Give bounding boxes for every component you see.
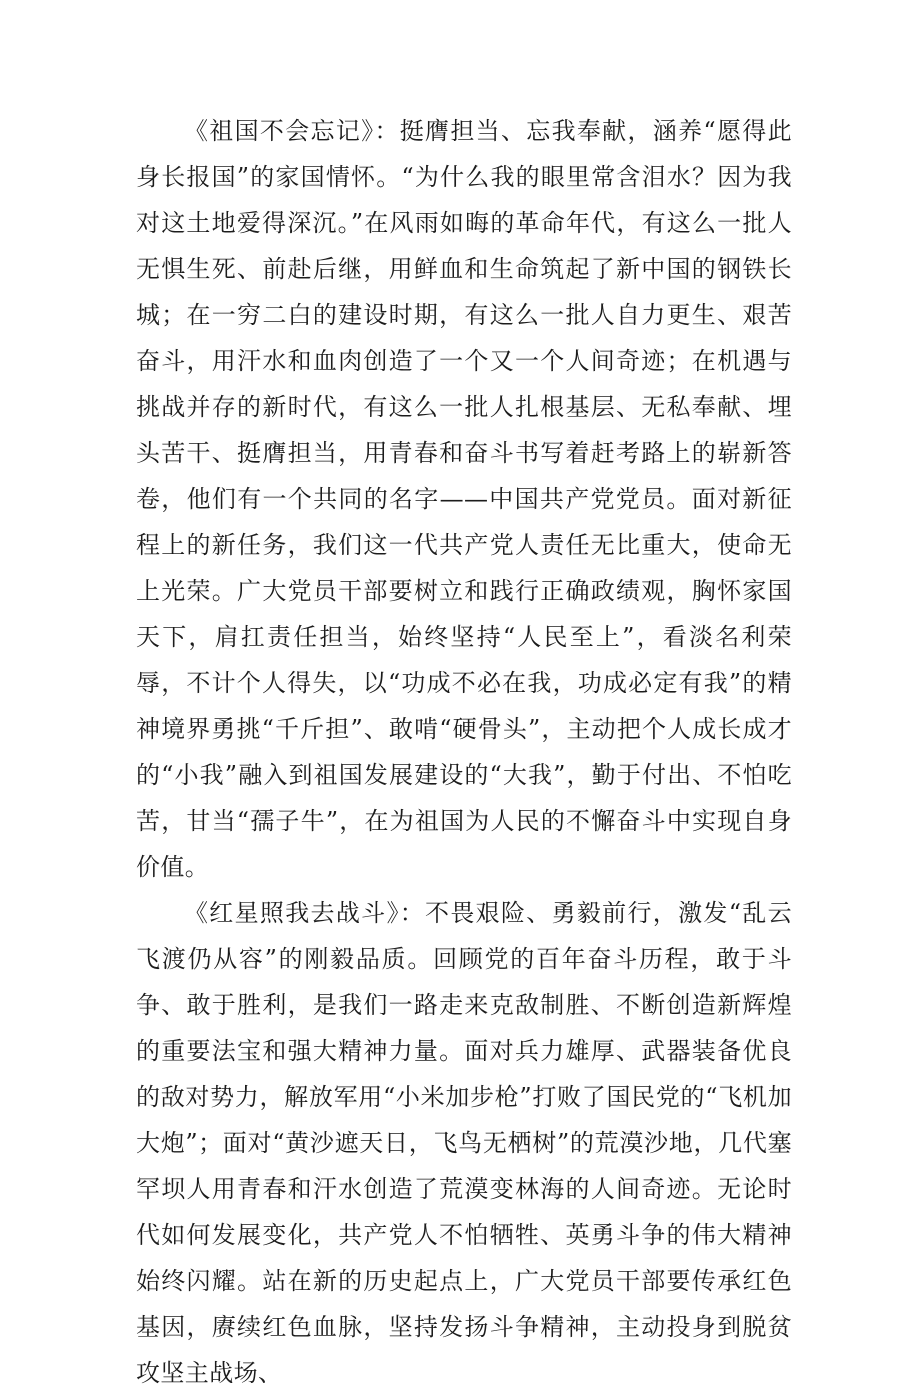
paragraph-zuguo-bu-hui-wangji: 《祖国不会忘记》：挺膺担当、忘我奉献，涵养“愿得此身长报国”的家国情怀。“为什么我的眼里常含泪水？因为我对这土地爱得深沉。”在风雨如晦的革命年代，有这么一批人无惧生死、前赴后继，用鲜血和生命筑起了新中国的钢铁长城；在一穷二白的建设时期，有这么一批人自力更生、艰苦奋斗，用汗水和血肉创造了一个又一个人间奇迹；在机遇与挑战并存的新时代，有这么一批人扎根基层、无私奉献、埋头苦干、挺膺担当，用青春和奋斗书写着赶考路上的崭新答卷，他们有一个共同的名字——中国共产党党员。面对新征程上的新任务，我们这一代共产党人责任无比重大，使命无上光荣。广大党员干部要树立和践行正确政绩观，胸怀家国天下，肩扛责任担当，始终坚持“人民至上”，看淡名利荣辱，不计个人得失，以“功成不必在我，功成必定有我”的精神境界勇挑“千斤担”、敢啃“硬骨头”，主动把个人成长成才的“小我”融入到祖国发展建设的“大我”，勤于付出、不怕吃苦，甘当“孺子牛”，在为祖国为人民的不懈奋斗中实现自身价值。	[136, 117, 792, 881]
paragraph-hongxing-zhao-wo-qu-zhandou: 《红星照我去战斗》：不畏艰险、勇毅前行，激发“乱云飞渡仍从容”的刚毅品质。回顾党的百年奋斗历程，敢于斗争、敢于胜利，是我们一路走来克敌制胜、不断创造新辉煌的重要法宝和强大精神力量。面对兵力雄厚、武器装备优良的敌对势力，解放军用“小米加步枪”打败了国民党的“飞机加大炮”；面对“黄沙遮天日，飞鸟无栖树”的荒漠沙地，几代塞罕坝人用青春和汗水创造了荒漠变林海的人间奇迹。无论时代如何发展变化，共产党人不怕牺牲、英勇斗争的伟大精神始终闪耀。站在新的历史起点上，广大党员干部要传承红色基因，赓续红色血脉，坚持发扬斗争精神，主动投身到脱贫攻坚主战场、	[136, 899, 792, 1387]
document-body	[136, 108, 792, 1396]
